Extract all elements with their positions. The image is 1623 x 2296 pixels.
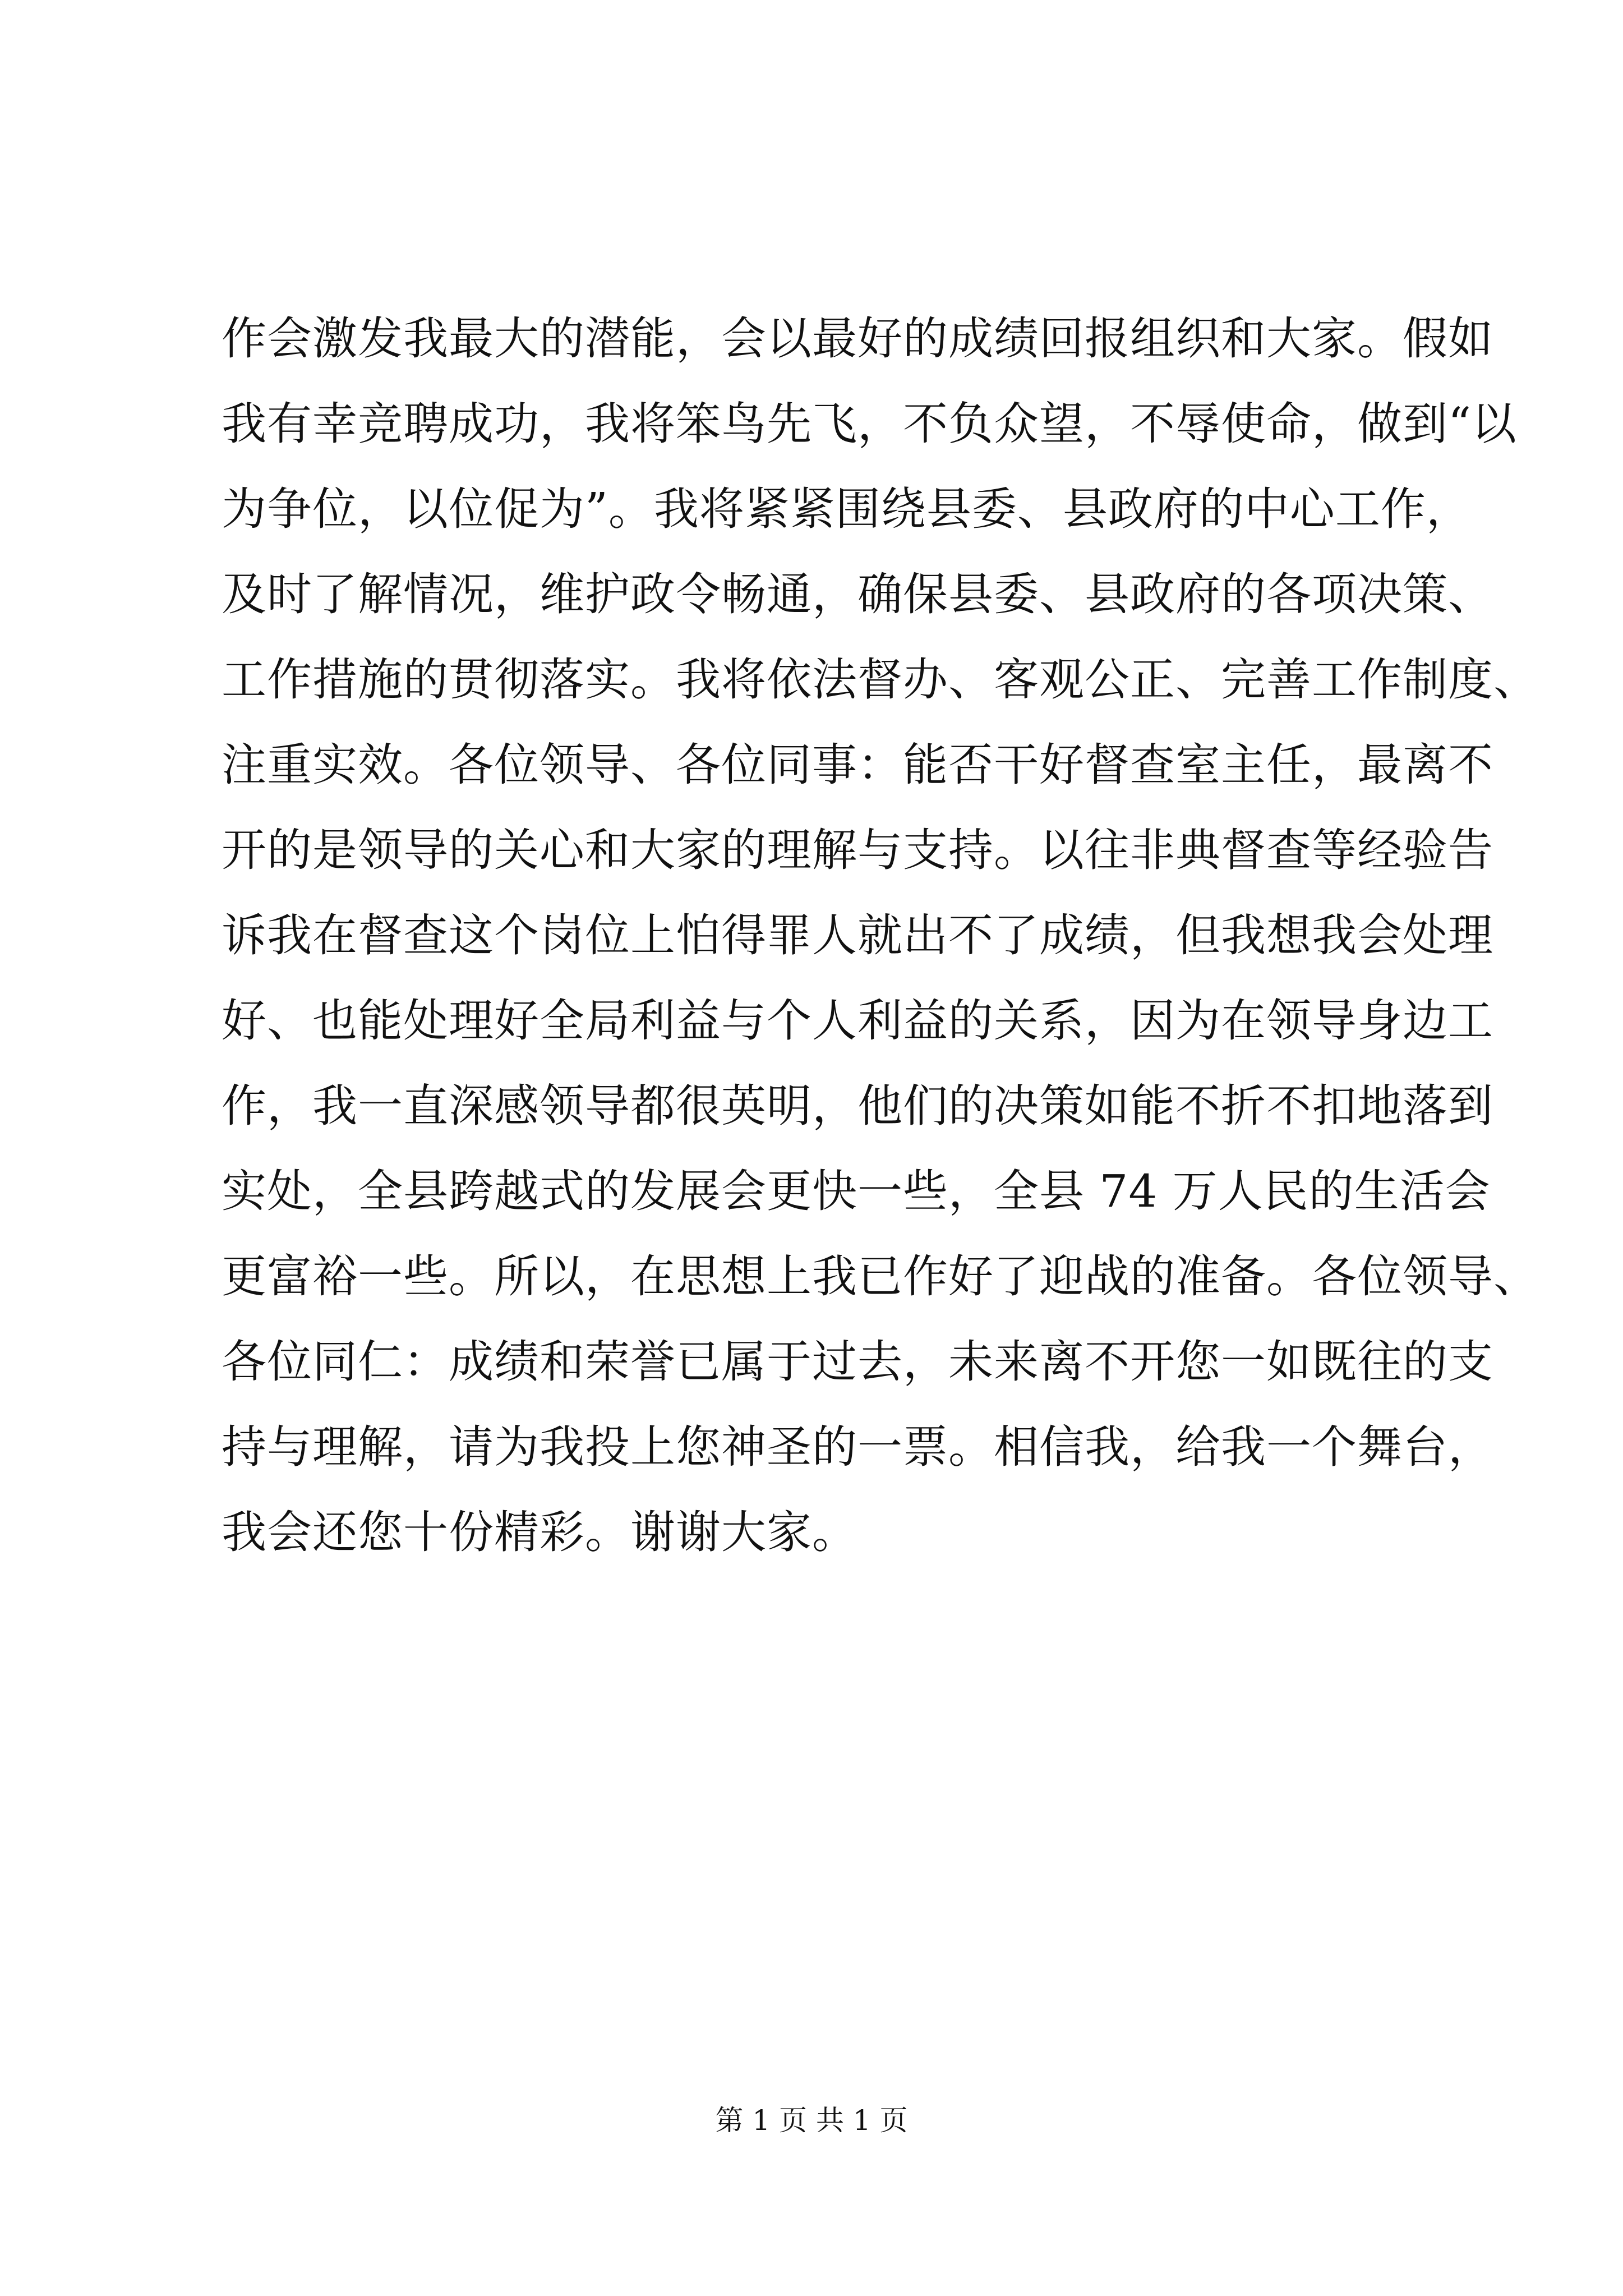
text-line: 工作措施的贯彻落实。我将依法督办、客观公正、完善工作制度、 [222,654,1539,706]
text-line: 为争位，以位促为”。我将紧紧围绕县委、县政府的中心工作， [222,483,1472,535]
text-line: 开的是领导的关心和大家的理解与支持。以往非典督查等经验告 [222,824,1493,876]
text-line: 我会还您十份精彩。谢谢大家。 [222,1506,857,1558]
text-line: 实处，全县跨越式的发展会更快一些，全县 74 万人民的生活会 [222,1165,1491,1217]
text-line: 好、也能处理好全局利益与个人利益的关系，因为在领导身边工 [222,995,1493,1047]
text-line: 作，我一直深感领导都很英明，他们的决策如能不折不扣地落到 [222,1080,1493,1132]
text-line: 我有幸竞聘成功，我将笨鸟先飞，不负众望，不辱使命，做到“以 [222,398,1517,450]
text-line: 各位同仁：成绩和荣誉已属于过去，未来离不开您一如既往的支 [222,1336,1493,1388]
text-line: 诉我在督查这个岗位上怕得罪人就出不了成绩，但我想我会处理 [222,909,1493,961]
text-line: 及时了解情况，维护政令畅通，确保县委、县政府的各项决策、 [222,568,1493,620]
text-line: 注重实效。各位领导、各位同事：能否干好督查室主任，最离不 [222,739,1493,791]
text-line: 作会激发我最大的潜能，会以最好的成绩回报组织和大家。假如 [222,312,1493,365]
text-line: 更富裕一些。所以，在思想上我已作好了迎战的准备。各位领导、 [222,1250,1539,1303]
page-number-label: 第 1 页 共 1 页 [715,2104,908,2137]
page-footer [0,2101,1623,2140]
text-line: 持与理解，请为我投上您神圣的一票。相信我，给我一个舞台， [222,1421,1493,1473]
document-body [222,296,1539,1575]
